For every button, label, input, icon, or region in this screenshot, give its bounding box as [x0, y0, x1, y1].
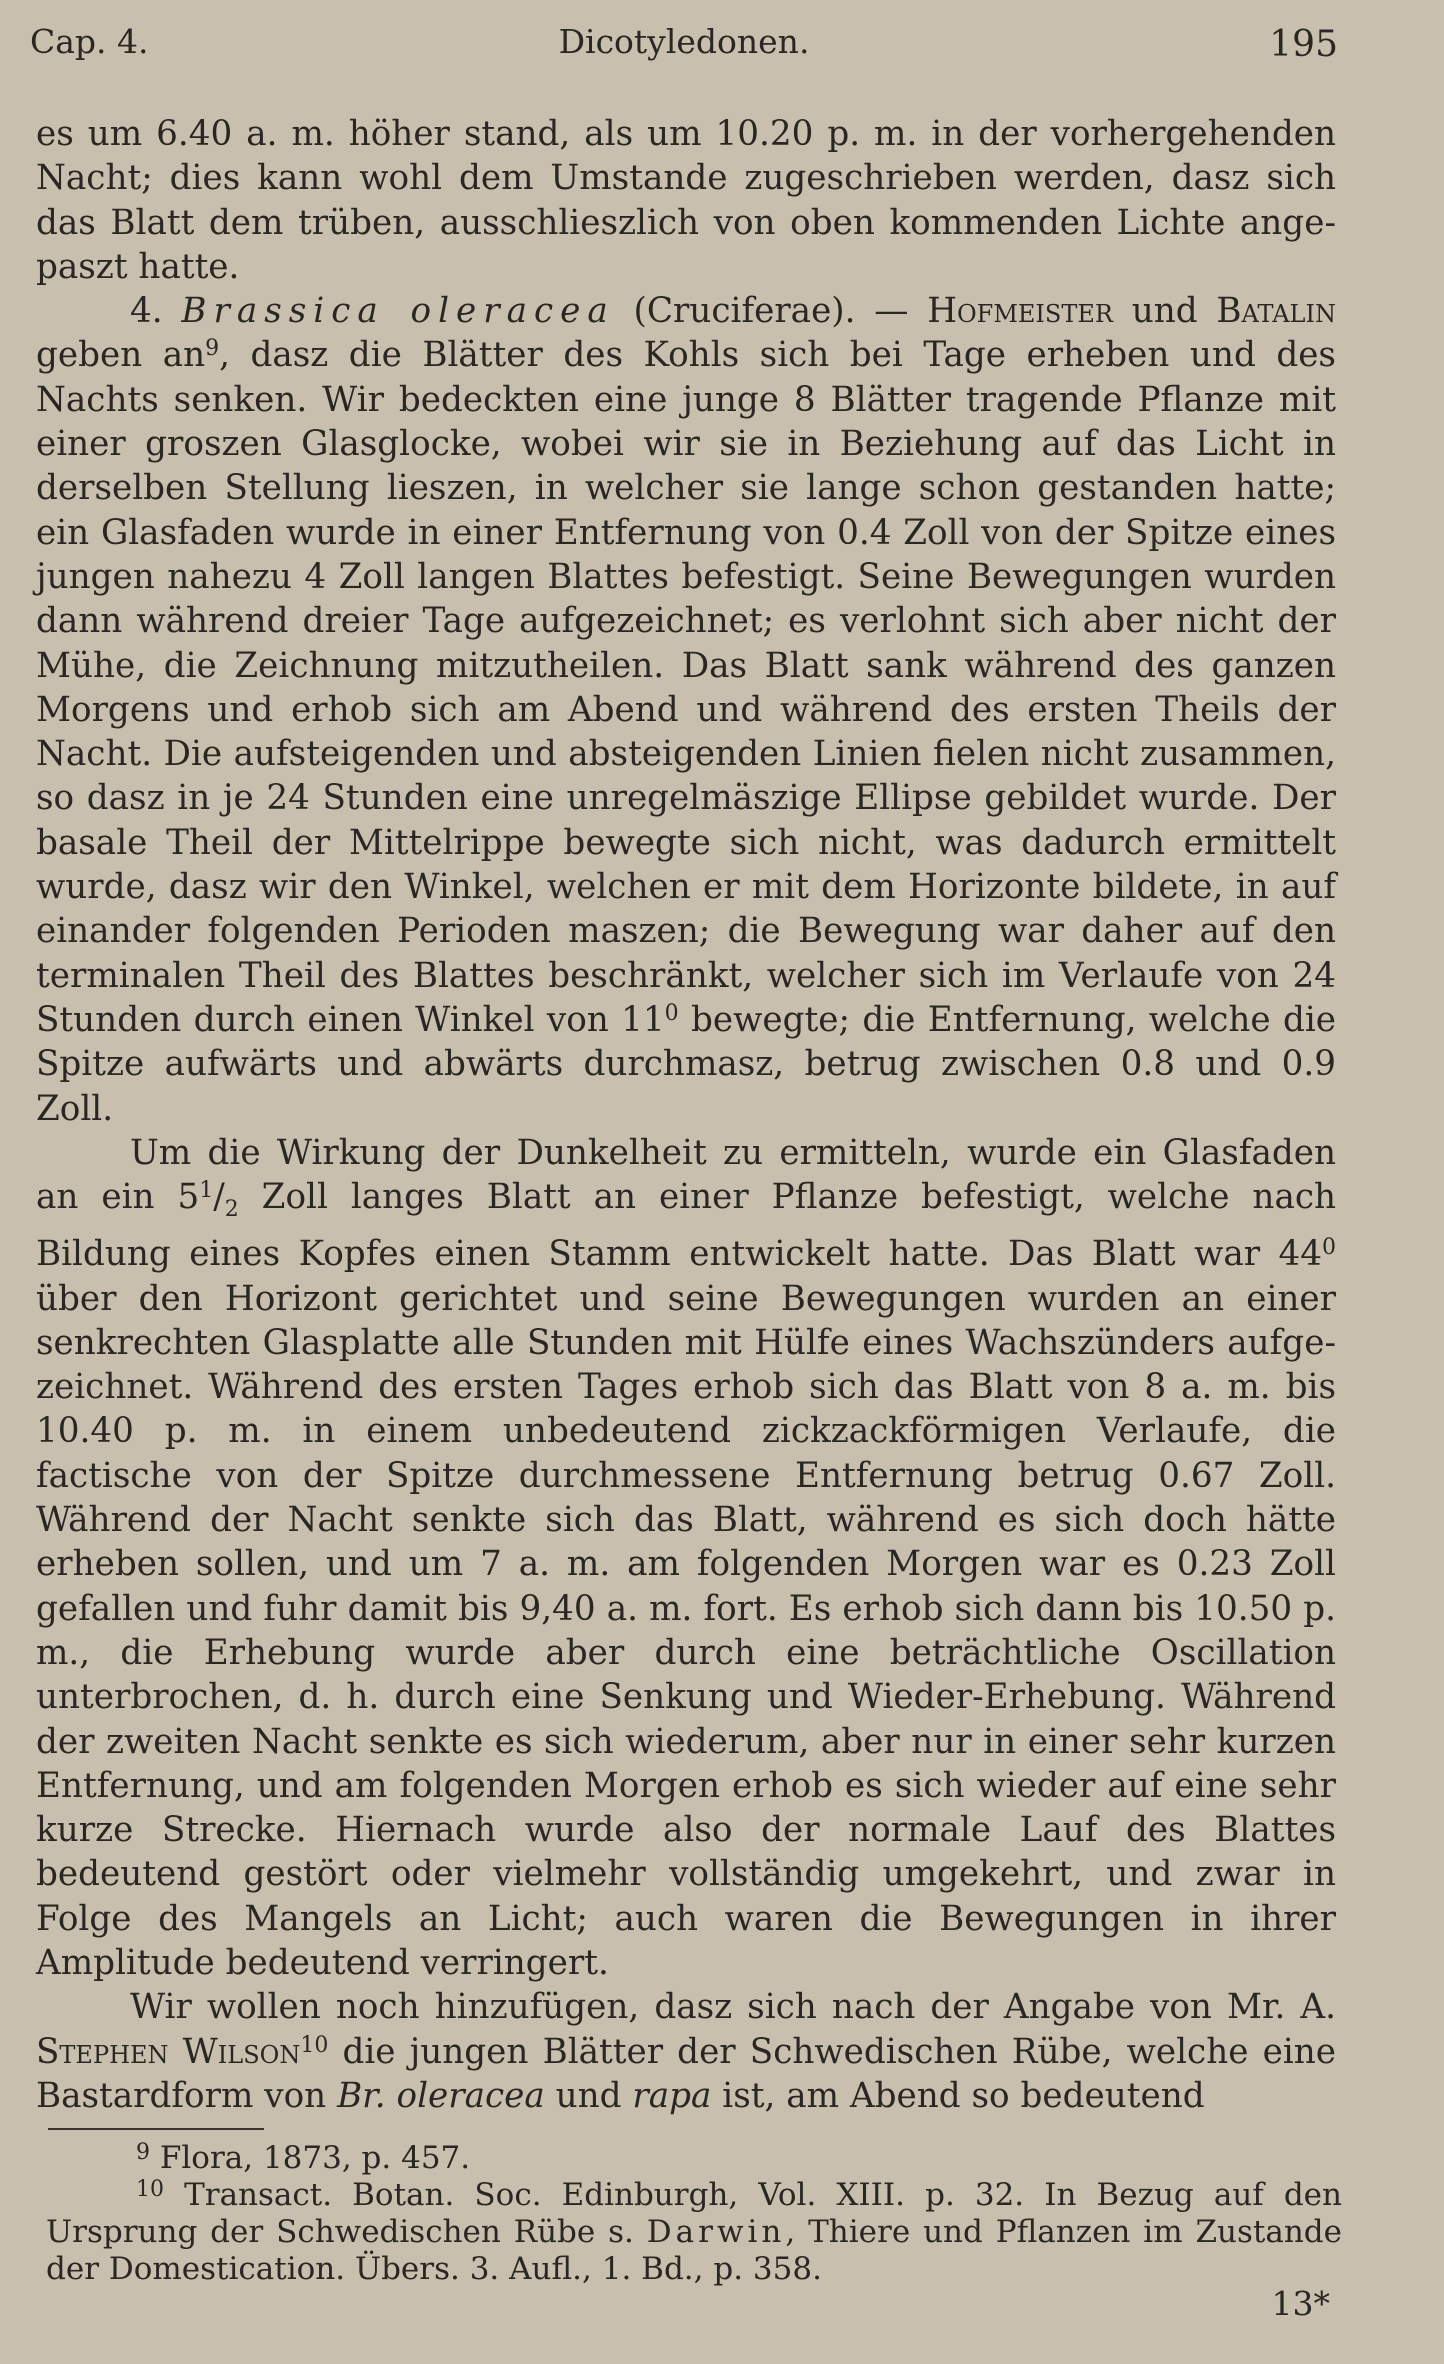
paragraph-4-text-a: Wir wollen noch hinzufügen, dasz sich nach der Angabe von Mr. A.: [130, 1987, 1336, 2028]
paragraph-3: Um die Wirkung der Dunkelheit zu ermitteln, wurde ein Glasfaden an ein $5^1/_2$ Zoll langes Blatt an einer Pflanze befestigt, welche nach Bildung eines Kopfes einen Stamm entwickelt hatte. Das Blatt war $44^0$ über den Horizont gerichtet und seine Bewegungen wurden an einer senkrechten Glasplatte alle Stunden mit Hülfe eines Wachszünders aufgezeichnet. Während des ersten Tages erhob sich das Blatt von 8 a. m. bis 10.40 p. m. in einem unbedeutend zickzackförmigen Verlaufe, die factische von der Spitze durchmessene Entfernung betrug 0.67 Zoll. Während der Nacht senkte sich das Blatt, während es sich doch hätte erheben sollen, und um 7 a. m. am folgenden Morgen war es 0.23 Zoll gefallen und fuhr damit bis 9,40 a. m. fort. Es erhob sich dann bis 10.50 p. m., die Erhebung wurde aber durch eine beträchtliche Oscillation unterbrochen, d. h. durch eine Senkung und Wieder-Erhebung. Während der zweiten Nacht senkte es sich wiederum, aber nur in einer sehr kurzen Entfernung, und am folgenden Morgen erhob es sich wieder auf eine sehr kurze Strecke. Hiernach wurde also der normale Lauf des Blattes bedeutend gestört oder vielmehr vollständig umgekehrt, und zwar in Folge des Mangels an Licht; auch waren die Bewegungen in ihrer Amplitude bedeutend verringert.: [36, 1132, 1336, 1983]
footnote-10-text-a: Transact. Botan. Soc. Edinburgh, Vol. XIII. p. 32. In Bezug auf den Ursprung der Schwedischen Rübe s.: [46, 2177, 1342, 2250]
footnote-10: [46, 2177, 1342, 2288]
species-name: Brassica oleracea: [181, 291, 615, 332]
paragraph-4-text-c: ist, am Abend so bedeutend: [722, 2075, 1205, 2116]
body-text: [36, 112, 1336, 2118]
paragraph-2-text-b: bewegte; die Entfernung, welche die Spitze aufwärts und abwärts durchmasz, betrug zwischen 0.8 und 0.9 Zoll.: [36, 999, 1336, 1129]
paragraph-2: [36, 289, 1336, 1131]
footnote-9-number: 9: [136, 2140, 150, 2165]
footnote-ref-10: 10: [300, 2032, 329, 2058]
paragraph-3-text-a: Um die Wirkung der Dunkelheit zu ermitteln, wurde ein Glasfaden an ein 5: [36, 1132, 1336, 1218]
footnote-rule: [48, 2128, 264, 2130]
paragraph-4: [36, 1985, 1336, 2118]
footnote-10-text-b: , Thiere und Pflanzen im Zustande der Domestication. Übers. 3. Aufl., 1. Bd., p. 358.: [46, 2214, 1342, 2287]
footnote-9: [46, 2140, 1342, 2177]
signature-mark: 13*: [1271, 2284, 1330, 2323]
author-wilson: Stephen Wilson: [36, 2031, 301, 2072]
paragraph-1-text: es um 6.40 a. m. höher stand, als um 10.20 p. m. in der vorhergehenden Nacht; dies kann wohl dem Umstande zugeschrieben werden, dasz sich das Blatt dem trüben, ausschlieszlich von oben kommenden Lichte angepaszt hatte.: [36, 114, 1336, 287]
footnote-ref-9: 9: [205, 336, 220, 362]
footnote-10-author: Darwin: [646, 2214, 786, 2250]
running-title: Dicotyledonen.: [558, 22, 810, 61]
paragraph-2-text-a: , dasz die Blätter des Kohls sich bei Tage erheben und des Nachts senken. Wir bedeckten eine junge 8 Blätter tragende Pflanze mit einer groszen Glasglocke, wobei wir sie in Beziehung auf das Licht in derselben Stellung lieszen, in welcher sie lange schon gestanden hatte; ein Glasfaden wurde in einer Entfernung von 0.4 Zoll von der Spitze eines jungen nahezu 4 Zoll langen Blattes befestigt. Seine Bewegungen wurden dann während dreier Tage aufgezeichnet; es verlohnt sich aber nicht der Mühe, die Zeichnung mitzutheilen. Das Blatt sank während des ganzen Morgens und erhob sich am Abend und während des ersten Theils der Nacht. Die aufsteigenden und absteigenden Linien fielen nicht zusammen, so dasz in je 24 Stunden eine unregelmäszige Ellipse gebildet wurde. Der basale Theil der Mittelrippe bewegte sich nicht, was dadurch ermittelt wurde, dasz wir den Winkel, welchen er mit dem Horizonte bildete, in auf einander folgenden Perioden maszen; die Bewegung war daher auf den terminalen Theil des Blattes beschränkt, welcher sich im Verlaufe von 24 Stunden durch einen Winkel von 11: [36, 335, 1336, 1040]
footnote-10-number: 10: [136, 2177, 164, 2202]
species-rapa: rapa: [632, 2075, 712, 2116]
page-number: 195: [1269, 24, 1338, 65]
running-header: [30, 22, 1338, 72]
fraction-numerator: 1: [199, 1178, 214, 1204]
family-name: (Cruciferae). —: [633, 291, 909, 332]
footnotes: [46, 2140, 1342, 2288]
section-number: 4.: [130, 291, 163, 332]
paragraph-1: [36, 112, 1336, 289]
chapter-label: Cap. 4.: [30, 22, 149, 61]
species-oleracea: Br. oleracea: [337, 2075, 545, 2116]
fraction-denominator: 2: [224, 1196, 239, 1222]
paragraph-4-text-b: die jungen Blätter der Schwedischen Rübe, welche eine Bastardform von: [36, 2031, 1336, 2116]
footnote-9-text: Flora, 1873, p. 457.: [159, 2140, 471, 2176]
paragraph-3-text-c: über den Horizont gerichtet und seine Bewegungen wurden an einer senkrechten Glasplatte alle Stunden mit Hülfe eines Wachszünders aufgezeichnet. Während des ersten Tages erhob sich das Blatt von 8 a. m. bis 10.40 p. m. in einem unbedeutend zickzackförmigen Verlaufe, die factische von der Spitze durchmessene Entfernung betrug 0.67 Zoll. Während der Nacht senkte sich das Blatt, während es sich doch hätte erheben sollen, und um 7 a. m. am folgenden Morgen war es 0.23 Zoll gefallen und fuhr damit bis 9,40 a. m. fort. Es erhob sich dann bis 10.50 p. m., die Erhebung wurde aber durch eine beträchtliche Oscillation unterbrochen, d. h. durch eine Senkung und Wieder-Erhebung. Während der zweiten Nacht senkte es sich wiederum, aber nur in einer sehr kurzen Entfernung, und am folgenden Morgen erhob es sich wieder auf eine sehr kurze Strecke. Hiernach wurde also der normale Lauf des Blattes bedeutend gestört oder vielmehr vollständig umgekehrt, und zwar in Folge des Mangels an Licht; auch waren die Bewegungen in ihrer Amplitude bedeutend verringert.: [36, 1278, 1336, 1983]
paragraph-3-text-b: Zoll langes Blatt an einer Pflanze befestigt, welche nach Bildung eines Kopfes einen Stamm entwickelt hatte. Das Blatt war 44: [36, 1177, 1336, 1275]
paragraph-2-lead: geben an: [36, 335, 206, 376]
degree-mark: 0: [664, 1000, 679, 1026]
degree-mark: 0: [1322, 1235, 1336, 1261]
conjunction: und: [555, 2075, 622, 2116]
conjunction: und: [1131, 291, 1198, 332]
author-batalin: Batalin: [1216, 291, 1336, 332]
author-hofmeister: Hofmeister: [927, 291, 1113, 332]
